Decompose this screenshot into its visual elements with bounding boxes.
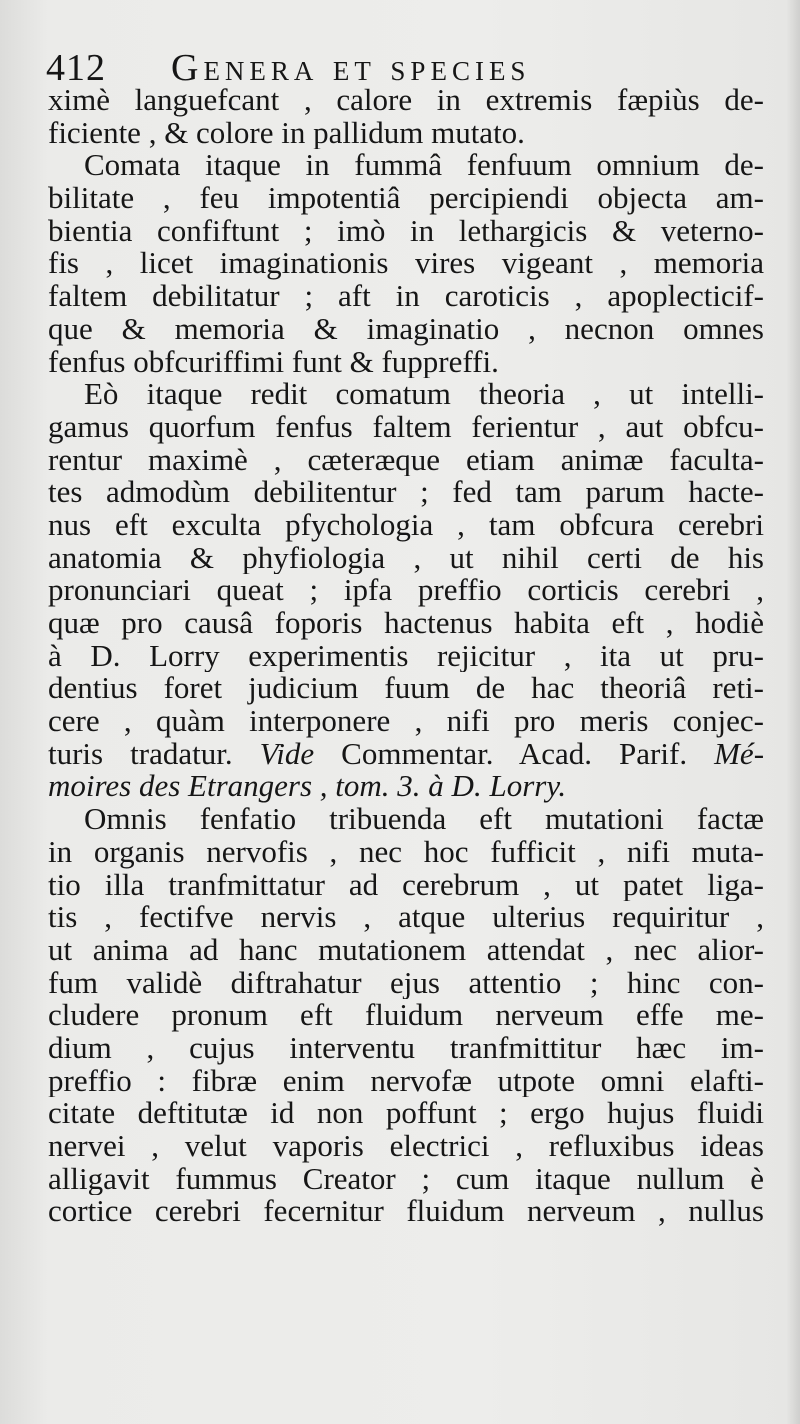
text-line: pronunciari queat ; ipfa preffio corticis cerebri , (48, 574, 764, 607)
citation-source: Commentar. Acad. Parif. (341, 737, 688, 771)
text-line: citate deftitutæ id non poffunt ; ergo hujus fluidi (48, 1097, 764, 1130)
text-line: gamus quorfum fenfus faltem ferientur , aut obfcu- (48, 410, 764, 444)
text-line: faltem debilitatur ; aft in caroticis , apoplecticif- (48, 280, 764, 313)
text-line: dentius foret judicium fuum de hac theoriâ reti- (48, 672, 764, 706)
text-line: quæ pro causâ foporis hactenus habita eft , hodiè (48, 607, 764, 640)
text-line: nus eft exculta pfychologia , tam obfcura cerebri (48, 508, 764, 542)
text-line: tio illa tranfmittatur ad cerebrum , ut patet liga- (48, 868, 764, 902)
text-line: anatomia & phyfiologia , ut nihil certi de his (48, 541, 764, 575)
citation-lead: turis tradatur. (48, 737, 233, 771)
text-line: nervei , velut vaporis electrici , refluxibus ideas (48, 1130, 764, 1163)
text-line: ximè languefcant , calore in extremis fæpiùs de- (48, 84, 764, 117)
citation-vide: Vide (259, 737, 315, 771)
text-line: tis , fectifve nervis , atque ulterius requiritur , (48, 901, 764, 934)
text-line: in organis nervofis , nec hoc fufficit , nifi muta- (48, 835, 764, 869)
text-line: cortice cerebri fecernitur fluidum nerveum , nullus (48, 1195, 764, 1229)
text-line: cludere pronum eft fluidum nerveum effe me- (48, 999, 764, 1032)
text-line: tes admodùm debilitentur ; fed tam parum hacte- (48, 476, 764, 509)
citation-title-start: Mé- (714, 737, 764, 771)
text-line: Omnis fenfatio tribuenda eft mutationi factæ (84, 803, 764, 836)
text-line: alligavit fummus Creator ; cum itaque nullum è (48, 1162, 764, 1196)
text-line-with-citation (48, 738, 764, 771)
text-line: dium , cujus interventu tranfmittitur hæc im- (48, 1031, 764, 1065)
text-line: bientia confiftunt ; imò in lethargicis & veterno- (48, 214, 764, 248)
page-edge-shadow (786, 0, 800, 1424)
text-line: bilitate , feu impotentiâ percipiendi objecta am- (48, 182, 764, 215)
text-line: moires des Etrangers , tom. 3. à D. Lorry. (48, 770, 567, 804)
text-line: cere , quàm interponere , nifi pro meris conjec- (48, 705, 764, 738)
running-title: Genera et species (171, 47, 531, 89)
text-line: à D. Lorry experimentis rejicitur , ita ut pru- (48, 639, 764, 673)
text-line: Comata itaque in fummâ fenfuum omnium de- (84, 149, 764, 183)
body-text (48, 84, 764, 1228)
text-line: fenfus obfcuriffimi funt & fuppreffi. (48, 345, 499, 379)
text-line: preffio : fibræ enim nervofæ utpote omni elafti- (48, 1064, 764, 1098)
text-line: fum validè diftrahatur ejus attentio ; hinc con- (48, 966, 764, 1000)
page-number: 412 (46, 47, 106, 89)
text-line: que & memoria & imaginatio , necnon omnes (48, 312, 764, 346)
text-line: fis , licet imaginationis vires vigeant , memoria (48, 247, 764, 281)
text-line: Eò itaque redit comatum theoria , ut intelli- (84, 378, 764, 411)
text-line: ficiente , & colore in pallidum mutato. (48, 116, 525, 150)
text-line: ut anima ad hanc mutationem attendat , nec alior- (48, 933, 764, 967)
text-line: rentur maximè , cæteræque etiam animæ faculta- (48, 443, 764, 477)
